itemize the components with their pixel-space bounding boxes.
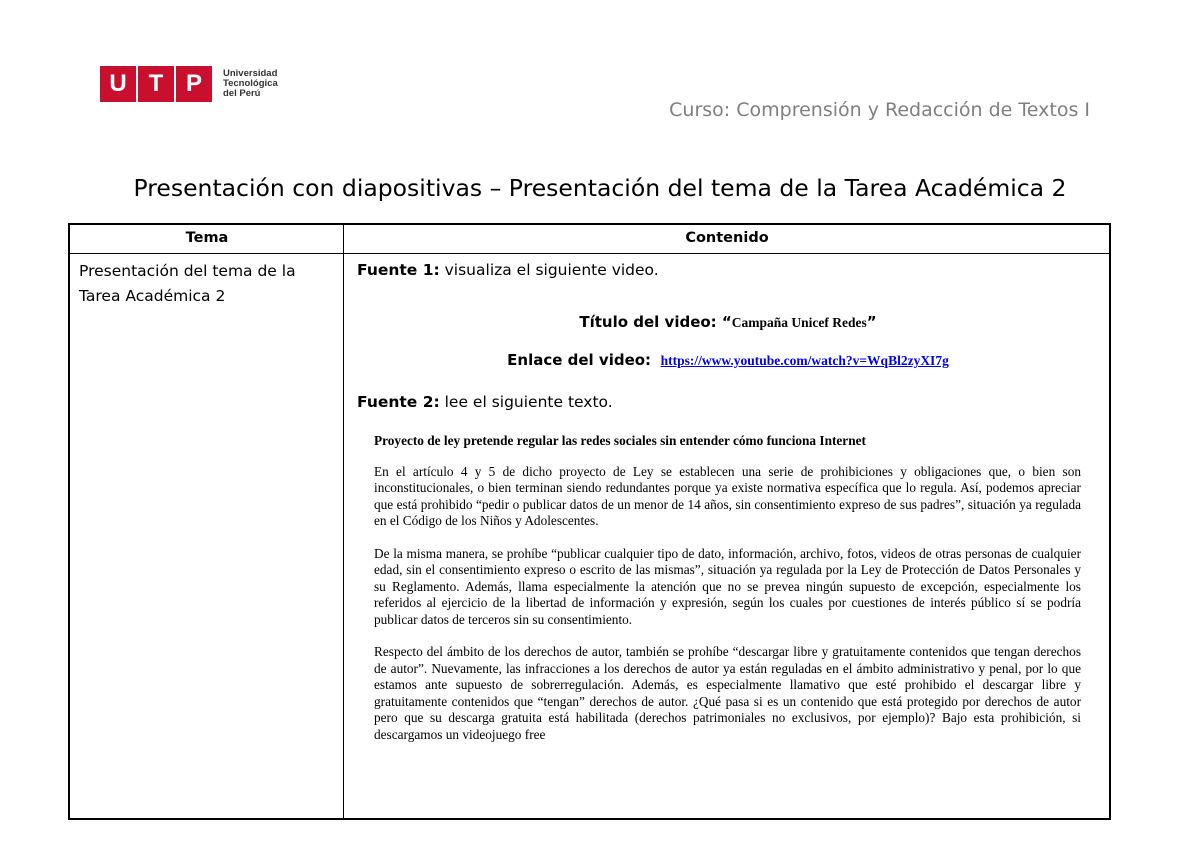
article-paragraph-3: Respecto del ámbito de los derechos de autor, también se prohíbe “descargar libre y gratuitamente contenidos que tengan derechos de autor”. Nuevamente, las infracciones a los derechos de autor ya están reguladas en el ámbito administrativo y penal, por lo que estamos ante supuesto de sobrerregulación. Además, es especialmente llamativo que esté prohibido el descargar libre y gratuitamente contenidos que “tengan” derechos de autor. ¿Qué pasa si es un contenido que está protegido por derechos de autor pero que su descarga gratuita está habilitada (derechos patrimoniales no exclusivos, por ejemplo)? Bajo esta prohibición, si descargamos un videojuego free xyxy=(374,644,1081,742)
video-link-line: Enlace del video: https://www.youtube.com/watch?v=WqBl2zyXI7g xyxy=(507,351,949,369)
article-paragraph-1: En el artículo 4 y 5 de dicho proyecto de Ley se establecen una serie de prohibiciones y obligaciones que, o bien son inconstitucionales, o bien terminan siendo redundantes porque ya existe normativa específica que lo regula. Así, podemos apreciar que está prohibido “pedir o publicar datos de un menor de 14 años, sin consentimiento expreso de sus padres”, situación ya regulada en el Código de los Niños y Adolescentes. xyxy=(374,463,1081,528)
fuente-1: Fuente 1: visualiza el siguiente video. xyxy=(357,261,659,279)
header-contenido: Contenido xyxy=(685,230,769,246)
utp-logo xyxy=(100,66,278,102)
article-title: Proyecto de ley pretende regular las redes sociales sin entender cómo funciona Internet xyxy=(374,433,866,448)
video-title-line: Título del video: “Campaña Unicef Redes” xyxy=(579,313,877,331)
fuente-2: Fuente 2: lee el siguiente texto. xyxy=(357,393,613,411)
content-table xyxy=(68,223,1111,820)
logo-wordmark: Universidad Tecnológica del Perú xyxy=(223,68,278,99)
tema-cell: Presentación del tema de la Tarea Académica 2 xyxy=(79,262,296,305)
column-divider xyxy=(343,225,344,818)
table-header-row xyxy=(70,225,1109,254)
video-title: Campaña Unicef Redes xyxy=(731,315,867,330)
course-name: Curso: Comprensión y Redacción de Textos I xyxy=(669,99,1090,121)
logo-letter-u: U xyxy=(100,66,136,102)
video-link[interactable]: https://www.youtube.com/watch?v=WqBl2zyXI7g xyxy=(660,353,949,368)
logo-letter-p: P xyxy=(176,66,212,102)
article-paragraph-2: De la misma manera, se prohíbe “publicar cualquier tipo de dato, información, archivo, fotos, videos de otras personas de cualquier edad, sin el consentimiento expreso o escrito de las mismas”, situación ya regulada por la Ley de Protección de Datos Personales y su Reglamento. Además, llama especialmente la atención que no se prevea ningún supuesto de excepción, especialmente los referidos al ejercicio de la libertad de información y expresión, según los cuales por cuestiones de interés público sí se podría publicar datos de terceros sin su consentimiento. xyxy=(374,545,1081,627)
document-title: Presentación con diapositivas – Presentación del tema de la Tarea Académica 2 xyxy=(133,174,1067,202)
article-text xyxy=(374,433,1081,759)
contenido-cell xyxy=(357,259,1099,413)
logo-letter-t: T xyxy=(138,66,174,102)
header-tema: Tema xyxy=(185,230,229,246)
